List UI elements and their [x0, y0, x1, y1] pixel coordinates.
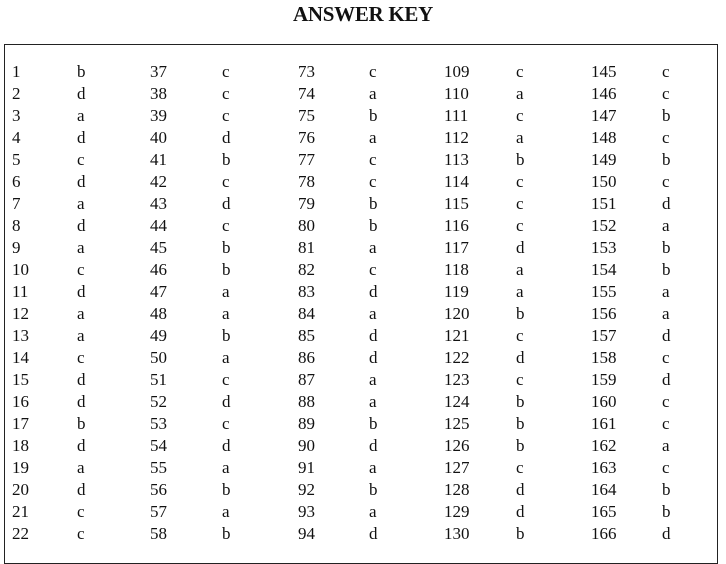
answer-letter: c — [222, 84, 230, 103]
answer-letter: a — [369, 128, 377, 147]
answer-letter: b — [369, 106, 378, 125]
question-number: 159 — [591, 370, 617, 389]
question-number: 54 — [150, 436, 167, 455]
answer-letter: a — [369, 458, 377, 477]
question-number: 110 — [444, 84, 469, 103]
answer-letter: d — [662, 326, 671, 345]
answer-letter: b — [369, 194, 378, 213]
question-number: 52 — [150, 392, 167, 411]
answer-letter: c — [662, 128, 670, 147]
question-number: 51 — [150, 370, 167, 389]
question-number: 46 — [150, 260, 167, 279]
question-number: 153 — [591, 238, 617, 257]
question-number: 155 — [591, 282, 617, 301]
answer-letter: a — [516, 260, 524, 279]
answer-letter: d — [222, 436, 231, 455]
question-number: 38 — [150, 84, 167, 103]
question-number-column — [12, 61, 52, 545]
answer-column — [369, 61, 409, 545]
answer-letter: c — [222, 106, 230, 125]
answer-letter: a — [77, 458, 85, 477]
answer-letter: a — [222, 348, 230, 367]
answer-letter: c — [516, 216, 524, 235]
question-number: 88 — [298, 392, 315, 411]
answer-letter: a — [77, 238, 85, 257]
answer-letter: d — [369, 282, 378, 301]
question-number: 15 — [12, 370, 29, 389]
answer-letter: c — [369, 62, 377, 81]
answer-letter: c — [662, 458, 670, 477]
question-number: 13 — [12, 326, 29, 345]
question-number-column — [591, 61, 631, 545]
answer-letter: d — [77, 392, 86, 411]
question-number: 79 — [298, 194, 315, 213]
answer-letter: c — [662, 392, 670, 411]
answer-letter: c — [369, 260, 377, 279]
answer-letter: d — [369, 524, 378, 543]
question-number: 164 — [591, 480, 617, 499]
question-number: 40 — [150, 128, 167, 147]
question-number: 8 — [12, 216, 21, 235]
question-number: 83 — [298, 282, 315, 301]
answer-letter: a — [662, 304, 670, 323]
question-number: 152 — [591, 216, 617, 235]
question-number: 6 — [12, 172, 21, 191]
answer-letter: a — [369, 84, 377, 103]
answer-letter: a — [222, 458, 230, 477]
question-number: 81 — [298, 238, 315, 257]
question-number: 22 — [12, 524, 29, 543]
answer-letter: b — [369, 480, 378, 499]
question-number: 84 — [298, 304, 315, 323]
question-number: 148 — [591, 128, 617, 147]
answer-letter: a — [516, 128, 524, 147]
answer-letter: d — [222, 128, 231, 147]
answer-letter: b — [516, 392, 525, 411]
answer-letter: c — [516, 326, 524, 345]
answer-letter: a — [369, 370, 377, 389]
question-number: 128 — [444, 480, 470, 499]
answer-letter: d — [77, 216, 86, 235]
question-number: 130 — [444, 524, 470, 543]
question-number: 74 — [298, 84, 315, 103]
question-number: 91 — [298, 458, 315, 477]
question-number: 122 — [444, 348, 470, 367]
question-number: 80 — [298, 216, 315, 235]
question-number: 75 — [298, 106, 315, 125]
answer-letter: a — [222, 502, 230, 521]
answer-letter: d — [77, 436, 86, 455]
question-number: 1 — [12, 62, 21, 81]
answer-letter: c — [222, 370, 230, 389]
question-number: 19 — [12, 458, 29, 477]
answer-letter: b — [516, 414, 525, 433]
question-number: 151 — [591, 194, 617, 213]
question-number: 85 — [298, 326, 315, 345]
answer-letter: c — [222, 414, 230, 433]
question-number: 50 — [150, 348, 167, 367]
question-number: 145 — [591, 62, 617, 81]
question-number: 3 — [12, 106, 21, 125]
answer-letter: b — [662, 502, 671, 521]
answer-letter: b — [222, 524, 231, 543]
answer-letter: c — [516, 172, 524, 191]
question-number: 111 — [444, 106, 469, 125]
answer-letter: b — [77, 62, 86, 81]
answer-letter: c — [77, 348, 85, 367]
question-number: 115 — [444, 194, 469, 213]
question-number: 41 — [150, 150, 167, 169]
question-number: 11 — [12, 282, 29, 301]
question-number: 47 — [150, 282, 167, 301]
question-number: 56 — [150, 480, 167, 499]
question-number: 86 — [298, 348, 315, 367]
answer-column — [516, 61, 556, 545]
question-number: 126 — [444, 436, 470, 455]
answer-letter: b — [516, 524, 525, 543]
answer-letter: b — [516, 304, 525, 323]
answer-letter: b — [662, 150, 671, 169]
question-number: 112 — [444, 128, 469, 147]
question-number: 147 — [591, 106, 617, 125]
answer-letter: a — [516, 282, 524, 301]
answer-letter: b — [222, 480, 231, 499]
answer-letter: c — [222, 216, 230, 235]
question-number: 157 — [591, 326, 617, 345]
answer-letter: c — [662, 348, 670, 367]
question-number: 154 — [591, 260, 617, 279]
answer-column — [77, 61, 117, 545]
answer-letter: d — [369, 326, 378, 345]
page-title: ANSWER KEY — [293, 2, 433, 26]
question-number: 14 — [12, 348, 29, 367]
answer-letter: c — [662, 172, 670, 191]
question-number: 9 — [12, 238, 21, 257]
question-number: 163 — [591, 458, 617, 477]
question-number: 48 — [150, 304, 167, 323]
answer-letter: d — [369, 348, 378, 367]
question-number: 149 — [591, 150, 617, 169]
answer-letter: c — [369, 172, 377, 191]
answer-letter: c — [516, 370, 524, 389]
answer-letter: b — [662, 480, 671, 499]
question-number: 120 — [444, 304, 470, 323]
answer-letter: a — [369, 392, 377, 411]
answer-letter: d — [516, 348, 525, 367]
question-number: 39 — [150, 106, 167, 125]
answer-letter: b — [662, 106, 671, 125]
question-number: 89 — [298, 414, 315, 433]
answer-letter: a — [222, 304, 230, 323]
answer-letter: c — [222, 62, 230, 81]
question-number: 113 — [444, 150, 469, 169]
answer-letter: a — [662, 216, 670, 235]
answer-letter: d — [77, 370, 86, 389]
answer-letter: a — [662, 436, 670, 455]
answer-letter: c — [77, 260, 85, 279]
question-number: 93 — [298, 502, 315, 521]
answer-letter: b — [369, 216, 378, 235]
answer-letter: a — [369, 502, 377, 521]
question-number: 118 — [444, 260, 469, 279]
question-number: 55 — [150, 458, 167, 477]
answer-letter: a — [662, 282, 670, 301]
question-number: 20 — [12, 480, 29, 499]
answer-letter: b — [222, 238, 231, 257]
answer-letter: c — [369, 150, 377, 169]
answer-letter: d — [77, 480, 86, 499]
answer-letter: d — [516, 480, 525, 499]
question-number: 16 — [12, 392, 29, 411]
answer-letter: c — [662, 84, 670, 103]
question-number: 12 — [12, 304, 29, 323]
question-number: 37 — [150, 62, 167, 81]
question-number: 21 — [12, 502, 29, 521]
question-number: 90 — [298, 436, 315, 455]
question-number: 18 — [12, 436, 29, 455]
question-number: 10 — [12, 260, 29, 279]
answer-letter: b — [222, 326, 231, 345]
answer-letter: a — [77, 304, 85, 323]
answer-letter: a — [77, 194, 85, 213]
answer-letter: a — [222, 282, 230, 301]
question-number: 78 — [298, 172, 315, 191]
question-number: 162 — [591, 436, 617, 455]
question-number: 4 — [12, 128, 21, 147]
answer-letter: b — [662, 260, 671, 279]
answer-letter: c — [77, 524, 85, 543]
question-number: 146 — [591, 84, 617, 103]
question-number: 94 — [298, 524, 315, 543]
question-number: 109 — [444, 62, 470, 81]
answer-column — [222, 61, 262, 545]
answer-letter: a — [77, 326, 85, 345]
question-number: 127 — [444, 458, 470, 477]
answer-letter: b — [516, 150, 525, 169]
question-number: 76 — [298, 128, 315, 147]
answer-letter: b — [369, 414, 378, 433]
question-number: 166 — [591, 524, 617, 543]
question-number: 117 — [444, 238, 469, 257]
question-number: 87 — [298, 370, 315, 389]
question-number: 150 — [591, 172, 617, 191]
answer-letter: a — [369, 304, 377, 323]
answer-letter: d — [77, 84, 86, 103]
answer-letter: b — [516, 436, 525, 455]
question-number: 161 — [591, 414, 617, 433]
question-number: 119 — [444, 282, 469, 301]
answer-letter: c — [77, 150, 85, 169]
question-number: 17 — [12, 414, 29, 433]
answer-letter: c — [77, 502, 85, 521]
question-number-column — [444, 61, 484, 545]
question-number: 92 — [298, 480, 315, 499]
question-number: 73 — [298, 62, 315, 81]
answer-letter: a — [516, 84, 524, 103]
question-number: 45 — [150, 238, 167, 257]
question-number: 165 — [591, 502, 617, 521]
answer-letter: d — [516, 238, 525, 257]
answer-letter: c — [222, 172, 230, 191]
question-number: 123 — [444, 370, 470, 389]
question-number: 160 — [591, 392, 617, 411]
answer-letter: d — [77, 282, 86, 301]
question-number: 156 — [591, 304, 617, 323]
answer-letter: d — [222, 194, 231, 213]
answer-letter: c — [516, 106, 524, 125]
answer-letter: d — [77, 128, 86, 147]
answer-letter: d — [77, 172, 86, 191]
answer-letter: c — [662, 414, 670, 433]
question-number: 77 — [298, 150, 315, 169]
answer-letter: b — [77, 414, 86, 433]
question-number: 2 — [12, 84, 21, 103]
answer-letter: c — [662, 62, 670, 81]
answer-letter: a — [369, 238, 377, 257]
question-number: 7 — [12, 194, 21, 213]
question-number: 57 — [150, 502, 167, 521]
question-number: 53 — [150, 414, 167, 433]
question-number: 82 — [298, 260, 315, 279]
answer-letter: a — [77, 106, 85, 125]
answer-letter: b — [222, 150, 231, 169]
question-number: 158 — [591, 348, 617, 367]
answer-letter: d — [662, 370, 671, 389]
answer-letter: c — [516, 62, 524, 81]
answer-column — [662, 61, 702, 545]
question-number-column — [298, 61, 338, 545]
question-number-column — [150, 61, 190, 545]
question-number: 49 — [150, 326, 167, 345]
answer-letter: c — [516, 194, 524, 213]
question-number: 125 — [444, 414, 470, 433]
question-number: 43 — [150, 194, 167, 213]
question-number: 124 — [444, 392, 470, 411]
question-number: 58 — [150, 524, 167, 543]
answer-letter: d — [369, 436, 378, 455]
answer-letter: d — [516, 502, 525, 521]
question-number: 5 — [12, 150, 21, 169]
question-number: 121 — [444, 326, 470, 345]
answer-letter: b — [662, 238, 671, 257]
answer-letter: d — [222, 392, 231, 411]
question-number: 42 — [150, 172, 167, 191]
answer-letter: b — [222, 260, 231, 279]
answer-letter: d — [662, 194, 671, 213]
question-number: 114 — [444, 172, 469, 191]
answer-letter: c — [516, 458, 524, 477]
question-number: 44 — [150, 216, 167, 235]
answer-letter: d — [662, 524, 671, 543]
question-number: 116 — [444, 216, 469, 235]
question-number: 129 — [444, 502, 470, 521]
